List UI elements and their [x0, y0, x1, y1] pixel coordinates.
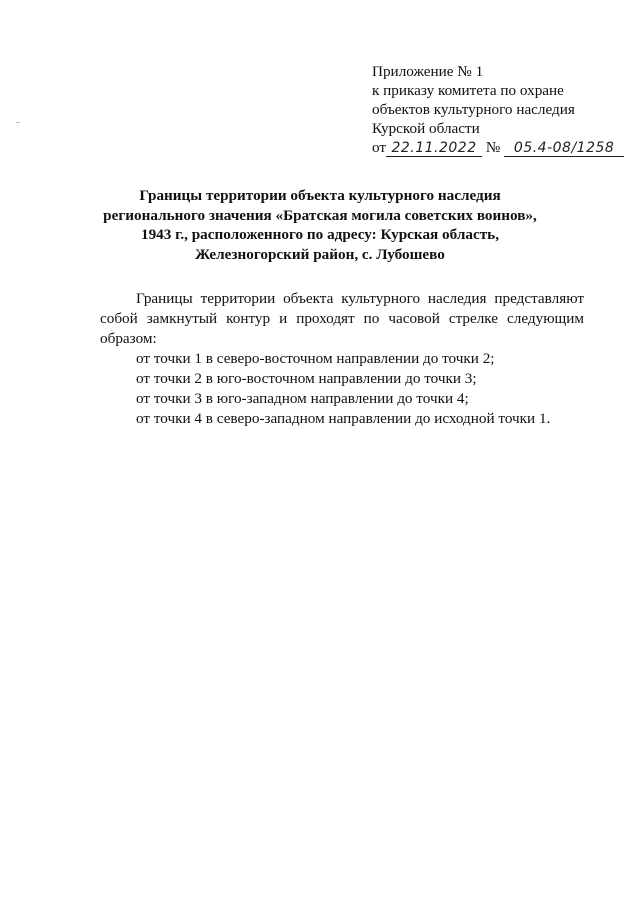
appendix-block — [372, 62, 632, 157]
title-line-2: регионального значения «Братская могила советских воинов», — [103, 206, 537, 224]
boundary-item: от точки 2 в юго-восточном направлении до точки 3; — [136, 370, 477, 387]
number-prefix: № — [485, 139, 501, 156]
date-prefix: от — [372, 139, 387, 156]
intro-paragraph: Границы территории объекта культурного наследия представляют собой замкнутый контур и проходят по часовой стрелке следующим образом: — [100, 290, 584, 347]
handwritten-number: 05.4-08/1258 — [504, 140, 624, 157]
appendix-line-3: объектов культурного наследия — [372, 101, 575, 118]
appendix-line-2: к приказу комитета по охране — [372, 82, 564, 99]
document-title — [100, 186, 540, 264]
appendix-line-4: Курской области — [372, 120, 480, 137]
scan-speck — [16, 122, 20, 123]
handwritten-date: 22.11.2022 — [386, 140, 482, 157]
title-line-4: Железногорский район, с. Лубошево — [195, 245, 445, 263]
boundary-item: от точки 3 в юго-западном направлении до точки 4; — [136, 390, 469, 407]
appendix-line-1: Приложение № 1 — [372, 63, 484, 80]
title-line-3: 1943 г., расположенного по адресу: Курская область, — [140, 226, 500, 243]
appendix-date-line — [372, 138, 632, 157]
boundary-item: от точки 1 в северо-восточном направлении до точки 2; — [136, 350, 495, 367]
title-line-1: Границы территории объекта культурного наследия — [139, 187, 501, 204]
document-body — [100, 289, 584, 429]
boundary-item: от точки 4 в северо-западном направлении до исходной точки 1. — [136, 410, 551, 427]
